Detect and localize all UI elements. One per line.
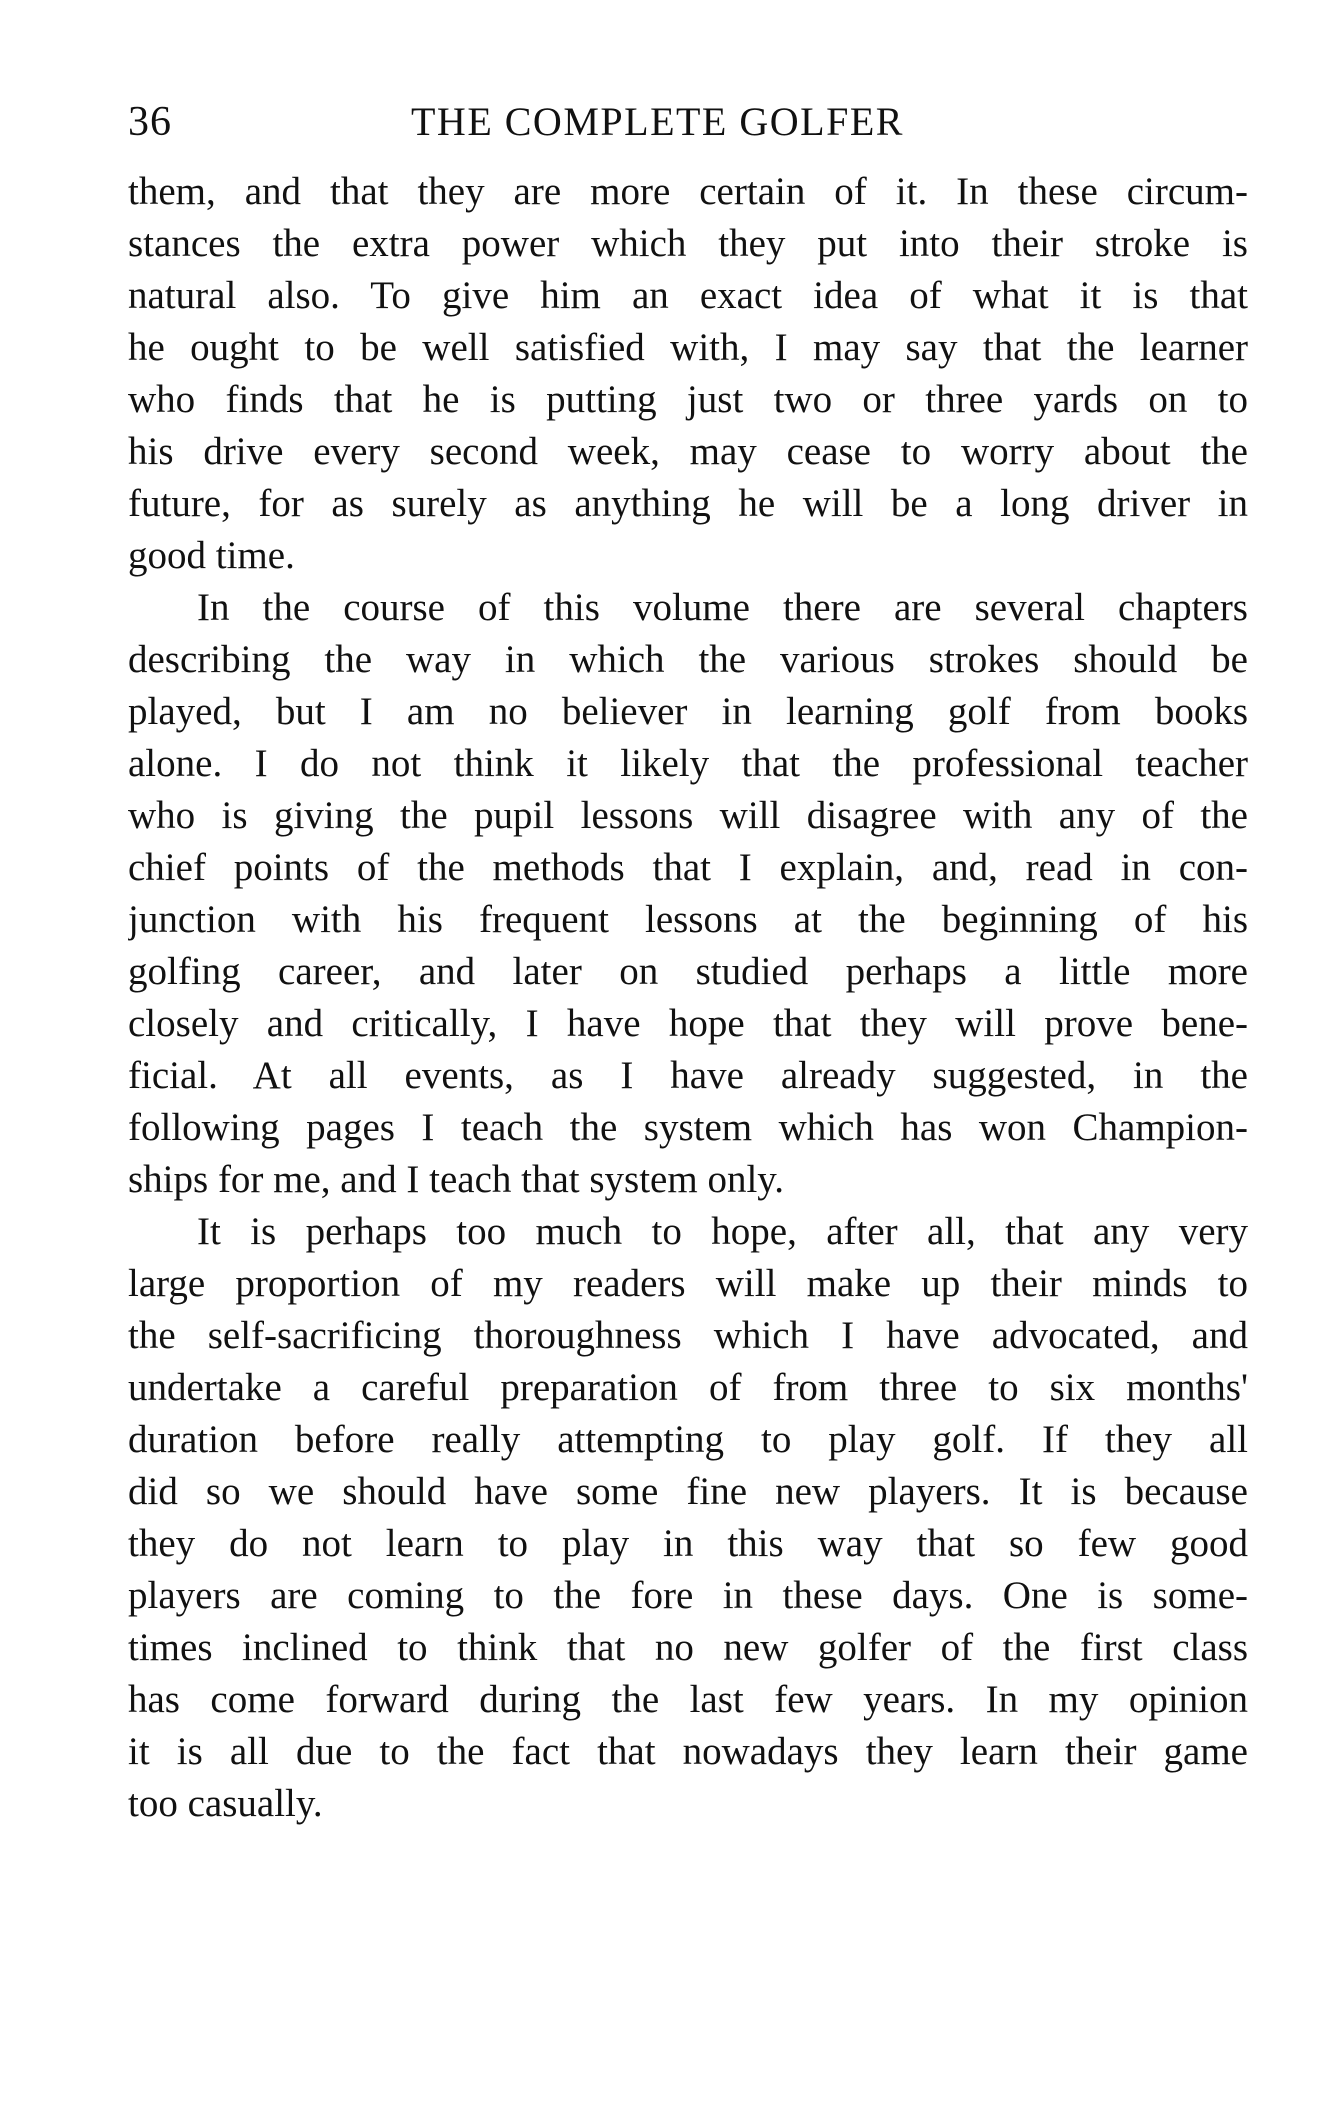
text-line: alone. I do not think it likely that the professional teacher xyxy=(128,742,1248,785)
text-line: undertake a careful preparation of from three to six months' xyxy=(128,1366,1248,1409)
text-line: chief points of the methods that I explain, and, read in con- xyxy=(128,846,1248,889)
text-line: them, and that they are more certain of it. In these circum- xyxy=(128,170,1248,213)
text-line: good time. xyxy=(128,534,295,577)
body-text xyxy=(128,166,1248,1830)
text-line: future, for as surely as anything he will be a long driver in xyxy=(128,482,1248,525)
text-line: played, but I am no believer in learning golf from books xyxy=(128,690,1248,733)
text-line: It is perhaps too much to hope, after all, that any very xyxy=(197,1210,1248,1253)
text-line: they do not learn to play in this way that so few good xyxy=(128,1522,1248,1565)
text-line: ficial. At all events, as I have already suggested, in the xyxy=(128,1054,1248,1097)
text-line: has come forward during the last few years. In my opinion xyxy=(128,1678,1248,1721)
text-line: stances the extra power which they put into their stroke is xyxy=(128,222,1248,265)
text-line: did so we should have some fine new players. It is because xyxy=(128,1470,1248,1513)
text-line: following pages I teach the system which has won Champion- xyxy=(128,1106,1248,1149)
text-line: junction with his frequent lessons at the beginning of his xyxy=(128,898,1248,941)
text-line: golfing career, and later on studied perhaps a little more xyxy=(128,950,1248,993)
text-line: duration before really attempting to play golf. If they all xyxy=(128,1418,1248,1461)
text-line: who finds that he is putting just two or three yards on to xyxy=(128,378,1248,421)
text-line: players are coming to the fore in these days. One is some- xyxy=(128,1574,1248,1617)
text-line: times inclined to think that no new golfer of the first class xyxy=(128,1626,1248,1669)
text-line: he ought to be well satisfied with, I may say that the learner xyxy=(128,326,1248,369)
text-line: it is all due to the fact that nowadays they learn their game xyxy=(128,1730,1248,1773)
text-line: In the course of this volume there are several chapters xyxy=(197,586,1248,629)
text-line: ships for me, and I teach that system only. xyxy=(128,1158,784,1201)
running-title: THE COMPLETE GOLFER xyxy=(411,99,904,144)
text-line: his drive every second week, may cease to worry about the xyxy=(128,430,1248,473)
text-line: the self-sacrificing thoroughness which I have advocated, and xyxy=(128,1314,1248,1357)
text-line: natural also. To give him an exact idea of what it is that xyxy=(128,274,1248,317)
text-line: too casually. xyxy=(128,1782,323,1825)
text-line: large proportion of my readers will make up their minds to xyxy=(128,1262,1248,1305)
text-line: describing the way in which the various strokes should be xyxy=(128,638,1248,681)
page-number: 36 xyxy=(128,99,172,145)
text-line: who is giving the pupil lessons will disagree with any of the xyxy=(128,794,1248,837)
running-head xyxy=(128,94,1248,150)
text-line: closely and critically, I have hope that they will prove bene- xyxy=(128,1002,1248,1045)
